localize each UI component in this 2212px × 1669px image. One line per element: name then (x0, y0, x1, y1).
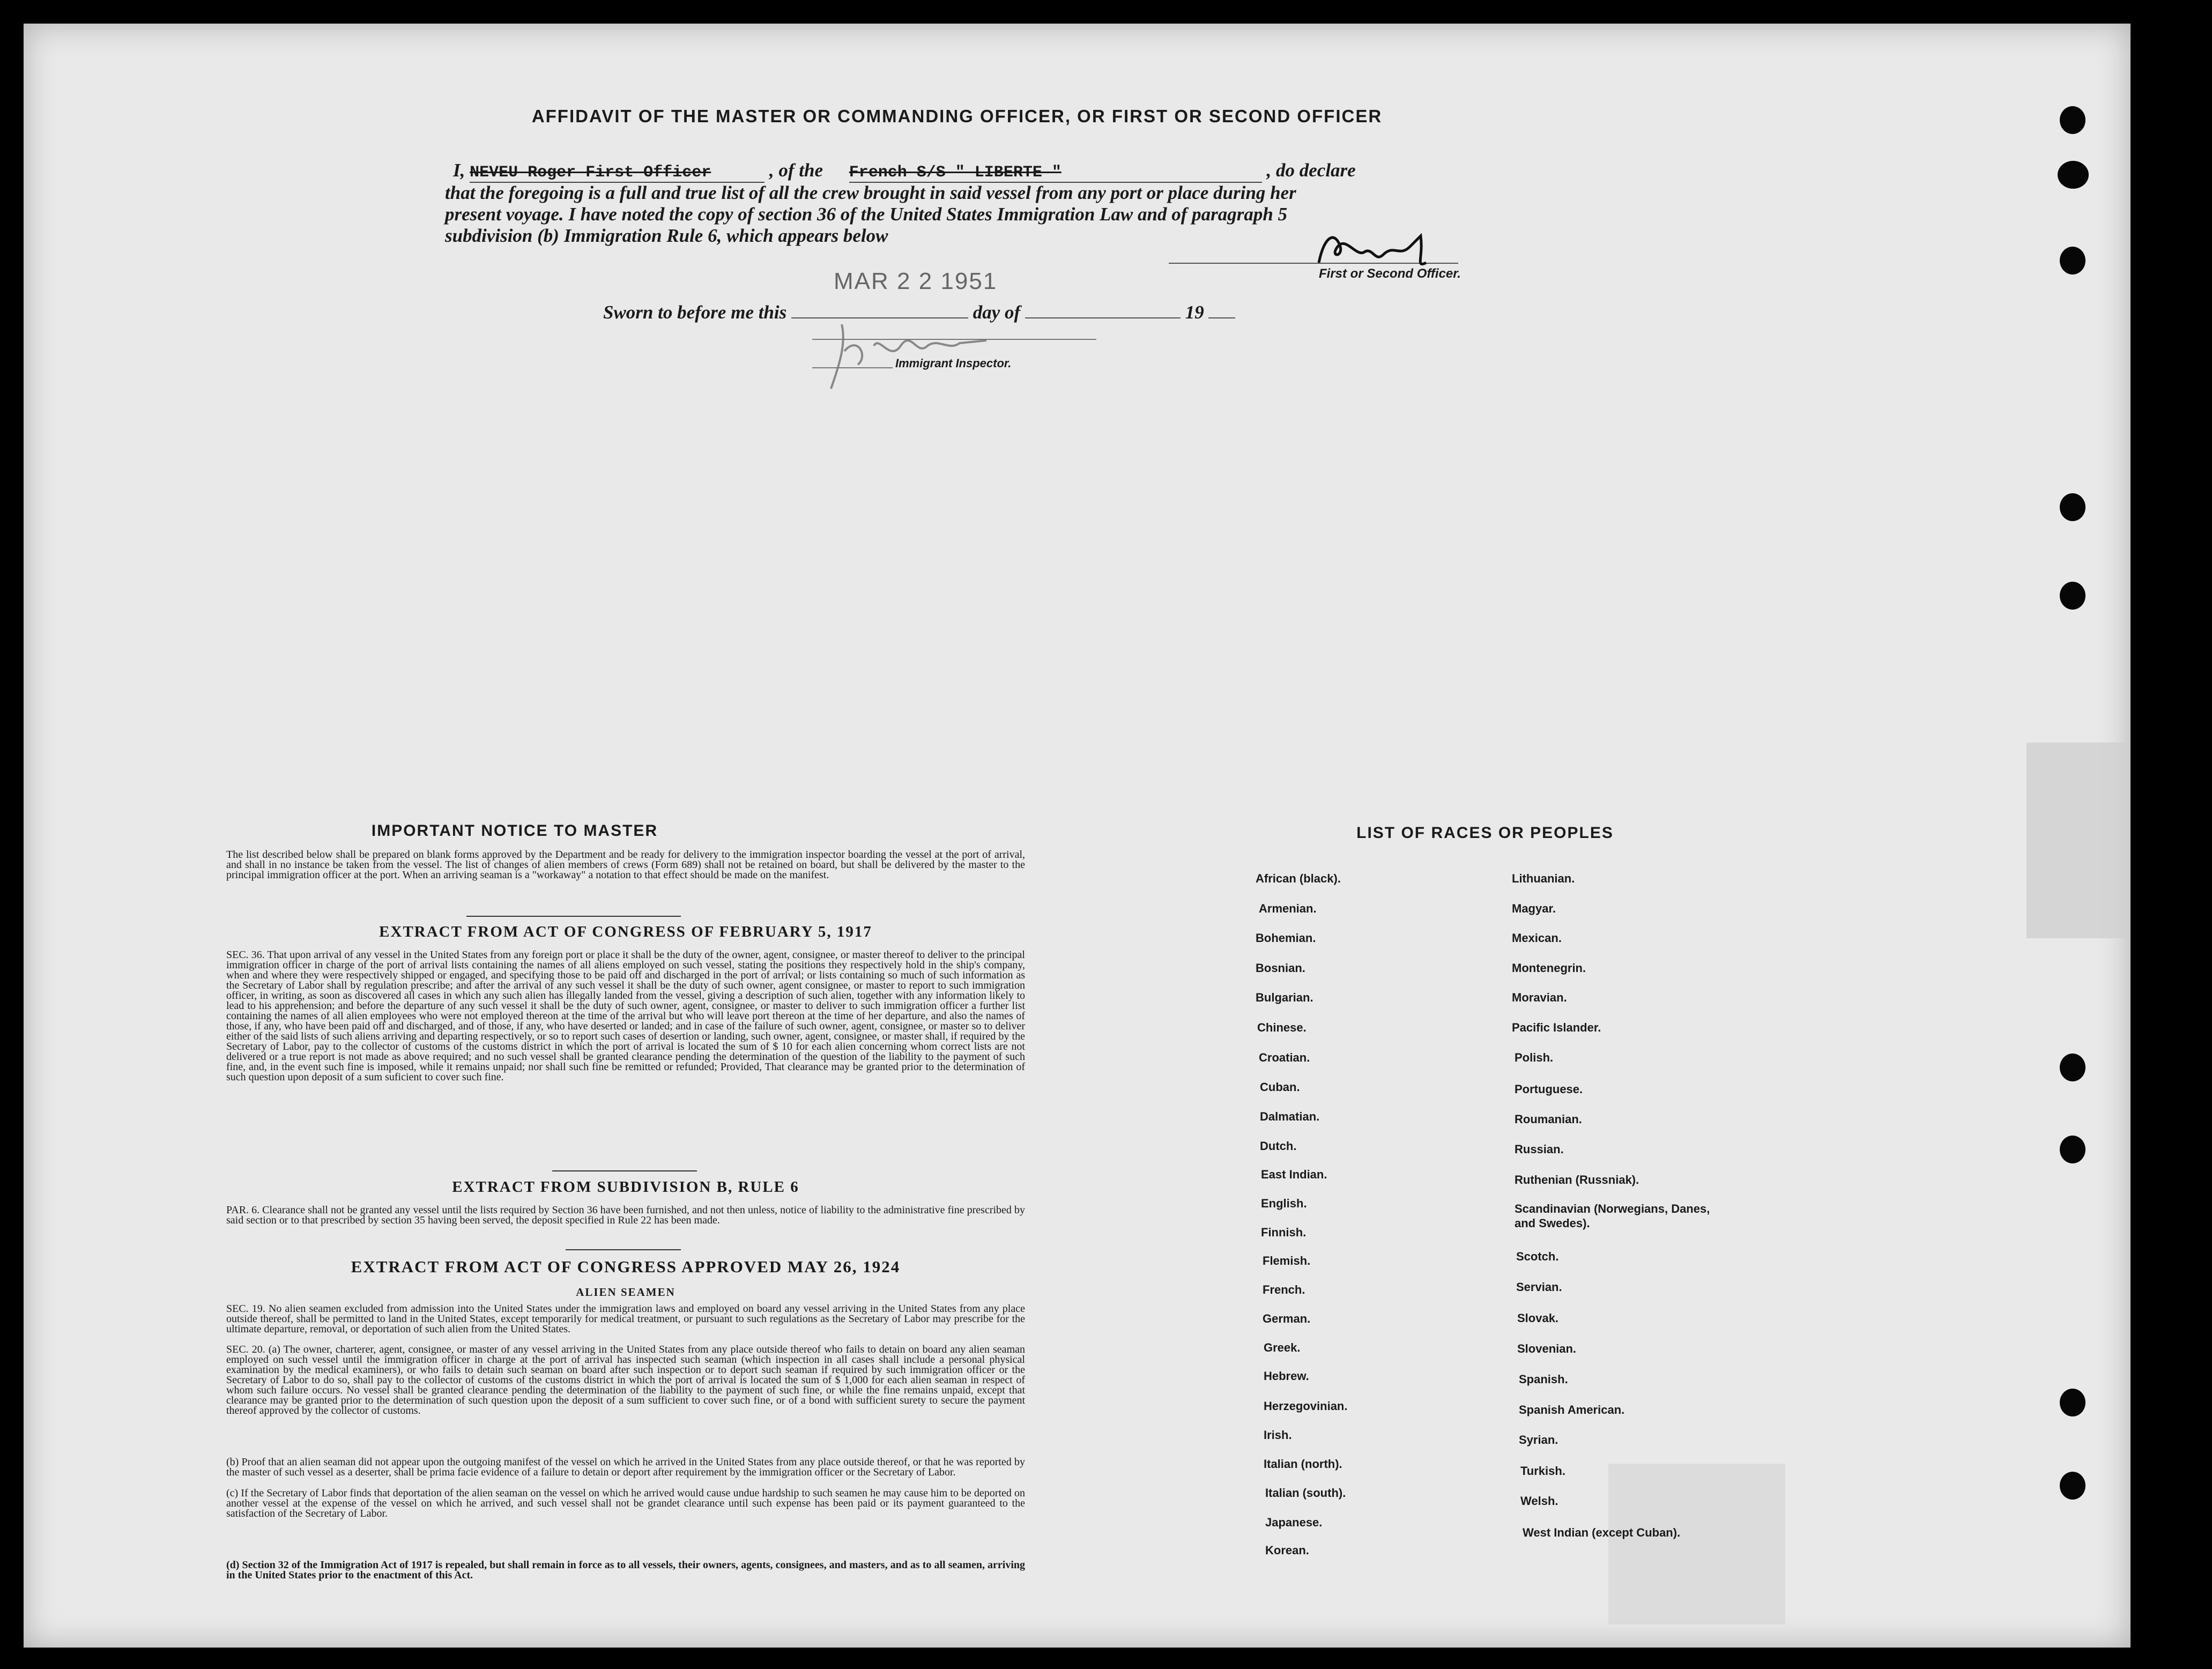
extract-rule6-text: PAR. 6. Clearance shall not be granted any vessel until the lists required by Section 36 have been furnished, and not then unless, notice of liability to the administrative fine prescribed by said section or to that prescribed by section 35 having been served, the deposit specified in Rule 22 has been made. (226, 1204, 1025, 1226)
extract-rule6-title: EXTRACT FROM SUBDIVISION B, RULE 6 (452, 1178, 799, 1196)
binder-hole (2058, 161, 2089, 189)
binder-hole (2060, 1136, 2085, 1163)
inspector-caption: Immigrant Inspector. (895, 357, 1012, 370)
affidavit-title: AFFIDAVIT OF THE MASTER OR COMMANDING OFFICER, OR FIRST OR SECOND OFFICER (531, 106, 1383, 126)
declaration-prefix: I, (453, 160, 465, 181)
declaration-line-3: present voyage. I have noted the copy of section 36 of the United States Immigration Law and of paragraph 5 (445, 204, 1288, 225)
divider (552, 1170, 697, 1171)
race-item: Croatian. (1259, 1051, 1310, 1064)
race-item: Italian (south). (1265, 1486, 1346, 1500)
binder-hole (2060, 582, 2085, 610)
race-item: Japanese. (1265, 1516, 1323, 1529)
race-item: Irish. (1264, 1428, 1292, 1442)
race-item: African (black). (1256, 872, 1341, 885)
declaration-line-1 (453, 160, 1356, 183)
race-item: Korean. (1265, 1544, 1309, 1557)
officer-name-field: NEVEU Roger First Officer (470, 164, 764, 183)
officer-title-caption: First or Second Officer. (1319, 266, 1461, 281)
inspector-line (812, 367, 893, 368)
race-item: Cuban. (1260, 1080, 1300, 1094)
race-item: Dalmatian. (1260, 1110, 1320, 1123)
sworn-year: 19 (1185, 302, 1204, 323)
extract-1924-sec20c: (c) If the Secretary of Labor finds that deportation of the alien seaman on the vessel on which he arrived would cause undue hardship to such seamen he may cause him to be deported on another vessel at the expense of the vessel on which he arrived, and such vessel shall not be grandet clearance until such expense has been paid or its payment guaranteed to the satisfaction of the Secretary of Labor. (226, 1487, 1025, 1519)
race-item: Moravian. (1512, 991, 1567, 1004)
race-item: Turkish. (1520, 1464, 1565, 1478)
race-item: Roumanian. (1515, 1112, 1582, 1126)
race-item: Bosnian. (1256, 961, 1305, 975)
race-item: Ruthenian (Russniak). (1515, 1173, 1639, 1186)
race-item: French. (1263, 1283, 1305, 1296)
sworn-prefix: Sworn to before me this (603, 302, 787, 323)
race-item: Welsh. (1520, 1494, 1558, 1508)
divider (466, 916, 681, 917)
race-item: Flemish. (1263, 1254, 1311, 1267)
sworn-day-label: day of (973, 302, 1021, 323)
race-item: Mexican. (1512, 931, 1562, 945)
race-item: Scandinavian (Norwegians, Danes, and Swedes). (1515, 1202, 1710, 1230)
binder-hole (2060, 247, 2085, 275)
binder-hole (2060, 493, 2085, 521)
binder-hole (2060, 1389, 2085, 1416)
race-item: Lithuanian. (1512, 872, 1575, 885)
sworn-month-blank (1025, 317, 1181, 318)
race-item: Hebrew. (1264, 1369, 1309, 1383)
race-item: English. (1261, 1197, 1307, 1210)
divider (566, 1249, 681, 1250)
date-stamp: MAR 2 2 1951 (834, 268, 998, 294)
race-item: Finnish. (1261, 1226, 1307, 1239)
race-item: Slovak. (1517, 1311, 1559, 1325)
vessel-name-field: French S/S " LIBERTE " (849, 164, 1262, 183)
race-item: Servian. (1516, 1280, 1562, 1294)
tape-strip (1608, 1464, 1785, 1625)
sworn-year-blank (1208, 317, 1235, 318)
race-item: Armenian. (1259, 902, 1317, 915)
race-item: German. (1263, 1312, 1311, 1325)
race-item: Pacific Islander. (1512, 1021, 1601, 1034)
race-item: Spanish American. (1519, 1403, 1625, 1416)
extract-1917-title: EXTRACT FROM ACT OF CONGRESS OF FEBRUARY 5, 1917 (379, 923, 872, 940)
race-item: Greek. (1264, 1341, 1301, 1354)
notice-title: IMPORTANT NOTICE TO MASTER (371, 822, 658, 840)
binder-hole (2060, 1054, 2085, 1081)
race-item: Herzegovinian. (1264, 1399, 1348, 1413)
inspector-signature-line (812, 339, 1096, 340)
race-item: Portuguese. (1515, 1082, 1583, 1096)
race-item: Dutch. (1260, 1139, 1297, 1153)
race-item: Slovenian. (1517, 1342, 1577, 1355)
race-item: Montenegrin. (1512, 961, 1586, 975)
race-item: Spanish. (1519, 1373, 1568, 1386)
extract-1924-title: EXTRACT FROM ACT OF CONGRESS APPROVED MAY 26, 1924 (351, 1257, 901, 1276)
extract-1924-subtitle: ALIEN SEAMEN (576, 1286, 676, 1299)
race-item: East Indian. (1261, 1168, 1327, 1181)
race-item: Chinese. (1257, 1021, 1307, 1034)
tape-strip (2027, 743, 2128, 938)
extract-1924-sec19: SEC. 19. No alien seamen excluded from admission into the United States under the immigration laws and employed on board any vessel arriving in the United States from any place outside thereof, shall be permitted to land in the United States, except temporarily for medical treatment, or pursuant to such regulations as the Secretary of Labor may prescribe for the ultimate departure, removal, or deportation of such alien from the United States. (226, 1303, 1025, 1335)
declaration-line-4: subdivision (b) Immigration Rule 6, which appears below (445, 225, 888, 246)
race-item: Syrian. (1519, 1433, 1558, 1447)
declaration-line-2: that the foregoing is a full and true list of all the crew brought in said vessel from any port or place during her (445, 182, 1296, 203)
race-item: West Indian (except Cuban). (1523, 1526, 1681, 1539)
declaration-end: , do declare (1266, 160, 1356, 181)
extract-1924-sec20d: (d) Section 32 of the Immigration Act of 1917 is repealed, but shall remain in force as to all vessels, their owners, agents, consignees, and masters, and as to all seamen, arriving in the United States prior to the enactment of this Act. (226, 1559, 1025, 1581)
extract-1924-sec20a: SEC. 20. (a) The owner, charterer, agent, consignee, or master of any vessel arriving in the United States from any place outside thereof who fails to detain on board any alien seaman employed on such vessel until the immigration officer in charge at the port of arrival has inspected such seaman (which inspection in all cases shall include a personal physical examination by the medical examiners), or who fails to detain such seaman on board after such inspection or to deport such seaman if required by such immigration officer or the Secretary of Labor to do so, shall pay to the collector of customs of the customs district in which the port of arrival is located the sum of $ 1,000 for each alien seaman in respect of whom such failure occurs. No vessel shall be granted clearance pending the determination of the liability to the payment of such fine, or while the fine remains unpaid, except that clearance may be granted prior to the determination of such question upon the deposit of a sum sufficient to cover such fine, or of a bond with sufficient surety to secure the payment thereof approved by the collector of customs. (226, 1344, 1025, 1416)
extract-1924-sec20b: (b) Proof that an alien seaman did not appear upon the outgoing manifest of the vessel on which he arrived in the United States from any place outside thereof, or that he was reported by the master of such vessel as a deserter, shall be prima facie evidence of a failure to detain or deport after requirement by the immigration officer or the Secretary of Labor. (226, 1456, 1025, 1478)
race-item: Magyar. (1512, 902, 1556, 915)
race-item: Scotch. (1516, 1250, 1559, 1263)
races-title: LIST OF RACES OR PEOPLES (1356, 824, 1614, 842)
race-item: Italian (north). (1264, 1457, 1342, 1471)
race-item: Bulgarian. (1256, 991, 1313, 1004)
inspector-signature (826, 314, 1003, 394)
notice-text: The list described below shall be prepared on blank forms approved by the Department and be ready for delivery to the immigration inspector boarding the vessel at the port of arrival, and shall in no instance be taken from the vessel. The list of changes of alien members of crews (Form 689) shall not be retained on board, but shall be delivered by the master to the principal immigration officer at the port. When an arriving seaman is a "workaway" a notation to that effect should be made on the manifest. (226, 849, 1025, 881)
binder-hole (2060, 1472, 2085, 1500)
race-item: Bohemian. (1256, 931, 1316, 945)
binder-hole (2060, 106, 2085, 134)
declaration-mid: , of the (769, 160, 823, 181)
race-item: Polish. (1515, 1051, 1554, 1064)
extract-1917-text: SEC. 36. That upon arrival of any vessel in the United States from any foreign port or place it shall be the duty of the owner, agent, consignee, or master thereof to deliver to the principal immigration officer in charge of the port of arrival lists containing the names of all aliens employed on such vessel, stating the positions they respectively hold in the ship's company, when and where they were respectively shipped or engaged, and specifying those to be paid off and discharged in the port of arrival; or lists containing so much of such information as the Secretary of Labor shall by regulation prescribe; and after the arrival of any such vessel it shall be the duty of such owner, agent consignee, or master to report to such immigration officer, in writing, as soon as discovered all cases in which any such alien has illegally landed from the vessel, giving a description of such alien, together with any information likely to lead to his apprehension; and before the departure of any such vessel it shall be the duty of such owner, agent, consignee, or master to deliver to such immigration officer a further list containing the names of all alien employees who were not employed thereon at the time of the arrival but who will leave port thereon at the time of her departure, and also the names of those, if any, who have been paid off and discharged, and of those, if any, who have deserted or landed; and in case of the failure of such owner, agent, consignee, or master so to deliver either of the said lists of such aliens arriving and departing respectively, or so to report such cases of desertion or landing, such owner, agent, consignee, or master shall, if required by the Secretary of Labor, pay to the collector of customs of the customs district in which the port of arrival is located the sum of $ 10 for each alien concerning whom correct lists are not delivered or a true report is not made as above required; and no such vessel shall be granted clearance pending the determination of the question of the liability to the payment of such fine, and, in the event such fine is imposed, while it remains unpaid; nor shall such fine be remitted or refunded; Provided, That clearance may be granted prior to the determination of such question upon deposit of a sum suficient to cover such fine. (226, 949, 1025, 1083)
race-item: Russian. (1515, 1143, 1564, 1156)
